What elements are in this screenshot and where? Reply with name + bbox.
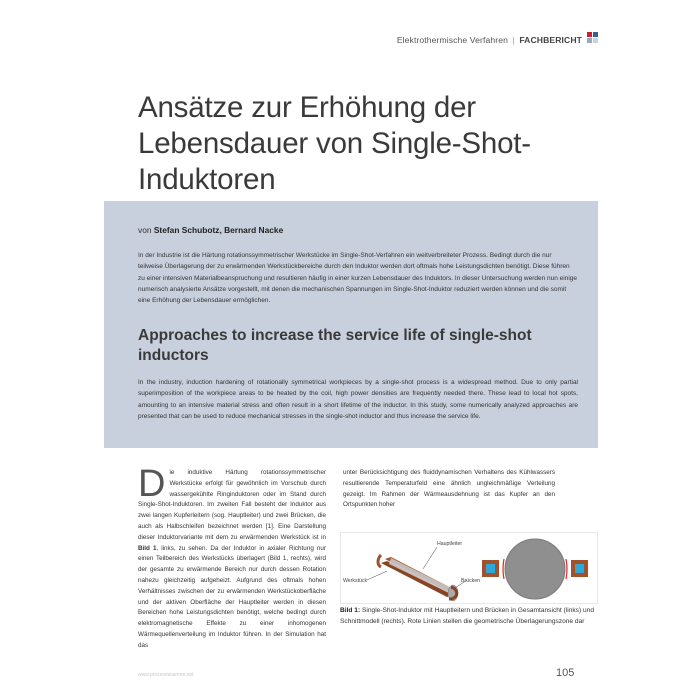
label-bridges: Brücken xyxy=(461,578,481,584)
overlap-zone-right xyxy=(566,559,567,579)
figure-1-caption xyxy=(340,606,598,627)
cross-section-model xyxy=(482,539,588,599)
square-blue xyxy=(593,32,598,37)
main-conductor-front xyxy=(381,561,453,597)
header-category: FACHBERICHT xyxy=(519,35,582,45)
running-header xyxy=(397,35,582,45)
figure-1-illustration xyxy=(341,533,599,605)
article-title: Ansätze zur Erhöhung der Lebensdauer von Single-Shot-Induktoren xyxy=(138,91,531,196)
inductor-overview xyxy=(343,541,480,601)
header-separator: | xyxy=(512,35,515,45)
square-grey-blue xyxy=(587,38,592,43)
author-prefix: von xyxy=(138,225,152,235)
author-names: Stefan Schubotz, Bernard Nacke xyxy=(153,225,284,235)
abstract-english: In the industry, induction hardening of rotationally symmetrical workpieces by a single-shot process is a widespread method. Due to only partial superimposition of the workpiece areas to be heated by the coil, high power densities are frequently needed there. These lead to local hot spots, amounting to an intensive material stress and often result in a short lifetime of the inductor. In this study, some numerically analyzed approaches are presented that can be used to reduce mechanical stresses in the single-shot inductor and thus increase the service life. xyxy=(138,379,578,420)
abstract-german: In der Industrie ist die Härtung rotationssymmetrischer Werkstücke im Single-Shot-Verfahren ein weitverbreiteter Prozess. Bedingt durch die nur teilweise Überlagerung der zu erwärmenden Werkstückbereiche durch den Induktor werden dort oftmals hohe Leistungsdichten benötigt. Diese führen zu einer intensiven Materialbeanspruchung und resultieren häufig in einer kurzen Lebensdauer des Induktors. In dieser Untersuchung werden nun einige numerisch analysierte Ansätze vorgestellt, mit denen die mechanischen Spannungen im Single-Shot-Induktor reduziert werden können und die somit eine Erhöhung der Lebensdauer ermöglichen. xyxy=(138,252,578,305)
cooling-channel-left xyxy=(486,564,495,573)
author-line xyxy=(138,225,283,235)
label-line-main-conductor xyxy=(423,547,437,569)
bridge-left xyxy=(378,555,381,567)
drop-cap: D xyxy=(138,463,166,505)
workpiece-body xyxy=(389,558,453,595)
overlap-zone-left xyxy=(503,559,504,579)
figure-1 xyxy=(340,532,598,604)
body-column-right: unter Berücksichtigung des fluiddynamischen Verhaltens des Kühlwassers resultierende Temperaturfeld eine ähnlich ungleichmäßige Verteilung gezeigt. Im Rahmen der Wärmeausdehnung ist das Kupfer an den Ortspunkten hoher xyxy=(343,469,555,509)
square-light xyxy=(593,38,598,43)
english-title: Approaches to increase the service life of single-shot inductors xyxy=(138,327,532,364)
square-red xyxy=(587,32,592,37)
caption-text: Single-Shot-Induktor mit Hauptleitern und Brücken in Gesamtansicht (links) und Schnittmodell (rechts). Rote Linien stellen die geometrische Überlagerungszone dar xyxy=(340,607,594,625)
label-main-conductor: Hauptleiter xyxy=(437,541,463,547)
page-number: 105 xyxy=(556,667,575,679)
body-column-left xyxy=(138,463,326,652)
label-line-workpiece xyxy=(367,571,387,580)
body-left-text-2: , links, zu sehen. Da der Induktor in axialer Richtung nur einen Teilbereich des Werkstücks überlagert (Bild 1, rechts), wird der gesamte zu erwärmende Bereich nur durch dessen Rotation nahezu gleichzeitig aufgeheizt. Aufgrund des oftmals hohen Verhältnisses zwischen der zu erwärmenden Werkstückoberfläche und der aktiven Oberfläche der Hauptleiter werden in diesen Bereichen hohe Leistungsdichten benötigt, welche bedingt durch elektromagnetische Effekte zu einer inhomogenen Wärmequellenverteilung im Induktor führen. In der Simulation hat das xyxy=(138,544,326,649)
body-left-text-1: ie induktive Härtung rotationssymmetrischer Werkstücke erfolgt für gewöhnlich im Vorschub durch wassergekühlte Ringinduktoren oder im Stand durch Single-Shot-Induktoren. Im zweiten Fall besteht der Induktor aus zwei langen Kupferleitern (sog. Hauptleiter) und zwei Brücken, die auch als Halbschleifen bezeichnet werden [1]. Eine Darstellung dieser Induktorvariante mit dem zu erwärmenden Werkstück ist in xyxy=(138,469,326,541)
header-section: Elektrothermische Verfahren xyxy=(396,35,508,45)
cooling-channel-right xyxy=(575,564,584,573)
caption-label: Bild 1: xyxy=(340,607,361,614)
figure-reference: Bild 1 xyxy=(138,544,157,552)
header-logo-squares xyxy=(587,32,599,44)
label-workpiece: Werkstück xyxy=(343,578,368,584)
footer-url: www.prozesswaerme.net xyxy=(138,672,194,678)
